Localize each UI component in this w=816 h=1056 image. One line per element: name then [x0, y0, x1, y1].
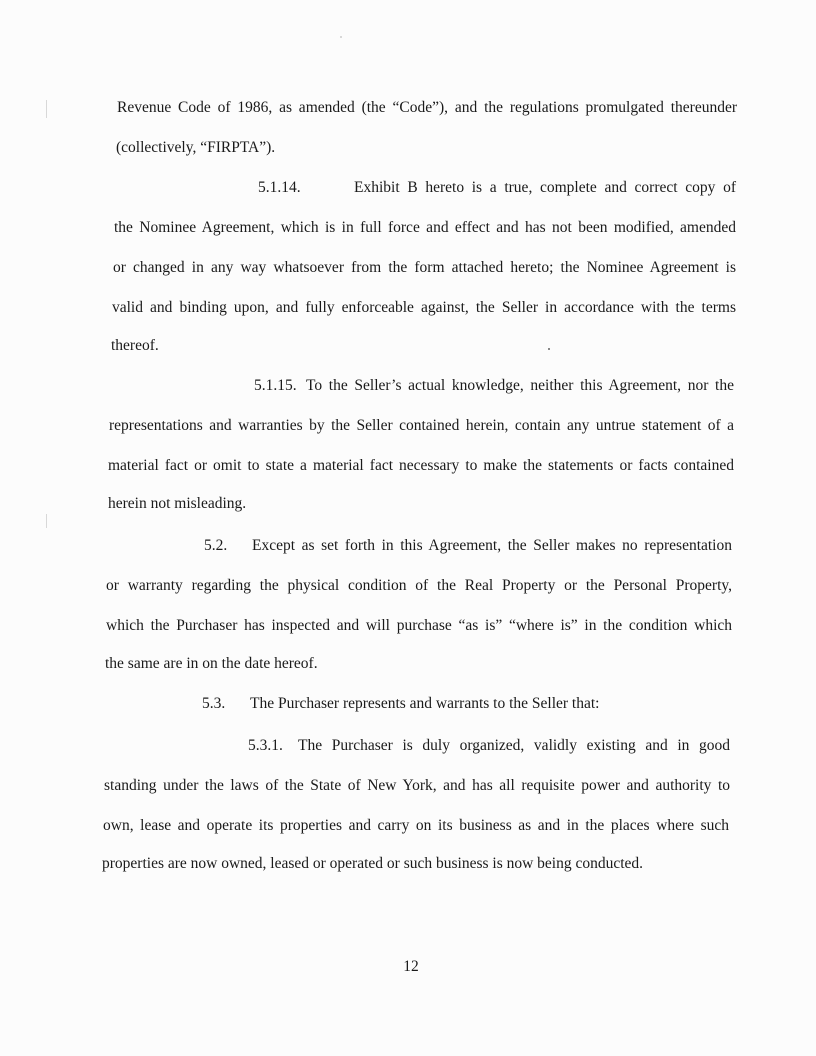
body-text-line: own, lease and operate its properties and carry on its business as and in the places where such: [103, 817, 729, 834]
body-text-line: valid and binding upon, and fully enforceable against, the Seller in accordance with the terms: [112, 299, 736, 316]
page-number: 12: [403, 958, 419, 975]
body-text-line: Except as set forth in this Agreement, the Seller makes no representation: [252, 537, 732, 554]
body-text-line: standing under the laws of the State of New York, and has all requisite power and authority to: [104, 777, 730, 794]
body-text-line: or changed in any way whatsoever from the form attached hereto; the Nominee Agreement is: [113, 259, 736, 276]
body-text-line: properties are now owned, leased or operated or such business is now being conducted.: [102, 855, 644, 872]
scan-artifact: [340, 36, 342, 38]
body-text-line: the same are in on the date hereof.: [105, 655, 318, 672]
body-text-line: The Purchaser is duly organized, validly existing and in good: [298, 737, 730, 754]
scan-artifact: [46, 514, 47, 528]
section-number: 5.1.14.: [258, 179, 301, 196]
body-text-line: or warranty regarding the physical condition of the Real Property or the Personal Property,: [106, 577, 732, 594]
body-text-line: The Purchaser represents and warrants to the Seller that:: [250, 695, 600, 712]
scan-artifact: [46, 100, 47, 118]
section-number: 5.3.: [202, 695, 226, 712]
body-text-line: Revenue Code of 1986, as amended (the “Code”), and the regulations promulgated thereunder: [117, 99, 737, 116]
body-text-line: representations and warranties by the Seller contained herein, contain any untrue statement of a: [109, 417, 734, 434]
body-text-line: the Nominee Agreement, which is in full force and effect and has not been modified, amended: [114, 219, 736, 236]
section-number: 5.3.1.: [248, 737, 283, 754]
body-text-line: which the Purchaser has inspected and will purchase “as is” “where is” in the condition which: [106, 617, 732, 634]
body-text-line: Exhibit B hereto is a true, complete and correct copy of: [354, 179, 736, 196]
scan-artifact: [548, 348, 550, 350]
body-text-line: material fact or omit to state a material fact necessary to make the statements or facts contained: [108, 457, 734, 474]
body-text-line: To the Seller’s actual knowledge, neither this Agreement, nor the: [306, 377, 734, 394]
body-text-line: (collectively, “FIRPTA”).: [116, 139, 276, 156]
section-number: 5.1.15.: [254, 377, 297, 394]
body-text-line: thereof.: [111, 337, 159, 354]
section-number: 5.2.: [204, 537, 228, 554]
body-text-line: herein not misleading.: [108, 495, 247, 512]
